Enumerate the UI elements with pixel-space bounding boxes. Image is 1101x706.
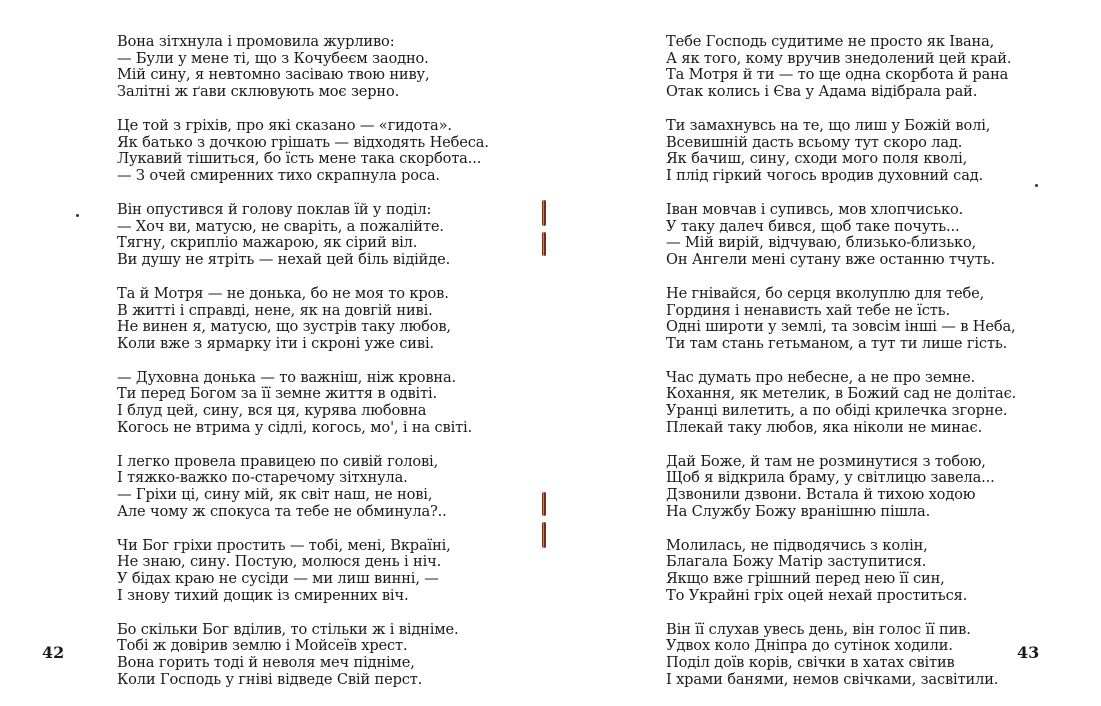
stanza bbox=[666, 34, 1086, 100]
paper-speck bbox=[76, 214, 79, 217]
page-number: 43 bbox=[1017, 643, 1040, 662]
stanza bbox=[666, 454, 1086, 520]
stanza bbox=[117, 622, 517, 688]
poem-line: В житті і справді, нене, як на довгій ниві. bbox=[117, 301, 433, 319]
poem-line: Гординя і ненависть хай тебе не їсть. bbox=[666, 301, 950, 319]
binding-stitch bbox=[542, 200, 546, 226]
poem-line: Щоб я відкрила браму, у світлицю завела... bbox=[666, 469, 995, 487]
poem-line: І храми банями, немов свічками, засвітили. bbox=[666, 670, 999, 688]
poem-line: Якщо вже грішний перед нею її син, bbox=[666, 570, 945, 587]
stanza bbox=[117, 118, 517, 184]
binding-stitch bbox=[542, 522, 546, 548]
poem-line: Він її слухав увесь день, він голос її пив. bbox=[666, 620, 971, 638]
poem-line: Чи Бог гріхи простить — тобі, мені, Вкраїні, bbox=[117, 536, 451, 554]
poem-line: Ти там стань гетьманом, а тут ти лише гість. bbox=[666, 334, 1008, 352]
poem-line: Тобі ж довірив землю і Мойсеїв хрест. bbox=[117, 637, 408, 655]
poem-line: І легко провела правицею по сивій голові, bbox=[117, 452, 439, 470]
poem-line: Дай Боже, й там не розминутися з тобою, bbox=[666, 452, 986, 470]
stanza bbox=[666, 202, 1086, 268]
poem-line: Вона горить тоді й неволя меч підніме, bbox=[117, 653, 415, 671]
poem-line: Всевишній дасть всьому тут скоро лад. bbox=[666, 133, 963, 151]
stanza bbox=[117, 454, 517, 520]
binding-stitch bbox=[542, 232, 546, 256]
poem-line: — Духовна донька — то важніш, ніж кровна. bbox=[117, 368, 457, 386]
poem-line: Не знаю, сину. Постую, молюся день і ніч. bbox=[117, 553, 442, 571]
poem-line: Як бачиш, сину, сходи мого поля кволі, bbox=[666, 150, 968, 168]
poem-line: Отак колись і Єва у Адама відібрала рай. bbox=[666, 82, 978, 100]
poem-line: У бідах краю не сусіди — ми лиш винні, — bbox=[117, 570, 439, 587]
poem-line: Але чому ж спокуса та тебе не обминула?.. bbox=[117, 502, 447, 520]
poem-line: Не гнівайся, бо серця вколуплю для тебе, bbox=[666, 284, 985, 302]
poem-line: Коли Господь у гніві відведе Свій перст. bbox=[117, 670, 423, 688]
poem-line: Ви душу не ятріть — нехай цей біль відійде. bbox=[117, 250, 451, 268]
stanza bbox=[117, 202, 517, 268]
stanza bbox=[117, 286, 517, 352]
poem-line: То Украйні гріх оцей нехай проститься. bbox=[666, 586, 968, 604]
stanza bbox=[666, 118, 1086, 184]
poem-line: Удвох коло Дніпра до сутінок ходили. bbox=[666, 637, 953, 655]
poem-line: — Були у мене ті, що з Кочубеєм заодно. bbox=[117, 49, 429, 67]
poem-line: Та й Мотря — не донька, бо не моя то кров. bbox=[117, 284, 449, 302]
stanza bbox=[666, 370, 1086, 436]
left-poem bbox=[117, 34, 517, 706]
poem-line: Ти перед Богом за її земне життя в одвіті. bbox=[117, 385, 437, 403]
poem-line: Залітні ж ґави склювують моє зерно. bbox=[117, 82, 400, 100]
poem-line: — З очей смиренних тихо скрапнула роса. bbox=[117, 166, 440, 184]
poem-line: Коли вже з ярмарку іти і скроні уже сиві. bbox=[117, 334, 434, 352]
poem-line: — Мій вирій, відчуваю, близько-близько, bbox=[666, 234, 977, 252]
poem-line: Не винен я, матусю, що зустрів таку любов, bbox=[117, 318, 451, 336]
poem-line: А як того, кому вручив знедолений цей край. bbox=[666, 49, 1012, 67]
poem-line: Плекай таку любов, яка ніколи не минає. bbox=[666, 418, 983, 436]
poem-line: Час думать про небесне, а не про земне. bbox=[666, 368, 976, 386]
binding-stitch bbox=[542, 492, 546, 516]
poem-line: Іван мовчав і супивсь, мов хлопчисько. bbox=[666, 200, 964, 218]
poem-line: Тебе Господь судитиме не просто як Івана, bbox=[666, 33, 995, 50]
poem-line: Бо скільки Бог вділив, то стільки ж і відніме. bbox=[117, 620, 459, 638]
poem-line: І тяжко-важко по-старечому зітхнула. bbox=[117, 469, 408, 487]
poem-line: Та Мотря й ти — то ще одна скорбота й рана bbox=[666, 66, 1009, 84]
poem-line: Вона зітхнула і промовила журливо: bbox=[117, 33, 395, 50]
poem-line: Уранці вилетить, а по обіді крилечка згорне. bbox=[666, 402, 1008, 420]
poem-line: І плід гіркий чогось вродив духовний сад. bbox=[666, 166, 984, 184]
poem-line: Тягну, скрипліо мажарою, як сірий віл. bbox=[117, 234, 418, 252]
poem-line: І блуд цей, сину, вся ця, курява любовна bbox=[117, 402, 427, 420]
poem-line: Він опустився й голову поклав їй у поділ: bbox=[117, 200, 432, 218]
poem-line: Це той з гріхів, про які сказано — «гидота». bbox=[117, 116, 452, 134]
poem-line: — Хоч ви, матусю, не сваріть, а пожалійте. bbox=[117, 217, 444, 235]
poem-line: Лукавий тішиться, бо їсть мене така скорбота... bbox=[117, 150, 482, 168]
poem-line: Благала Божу Матір заступитися. bbox=[666, 553, 927, 571]
left-page bbox=[0, 0, 550, 700]
poem-line: Одні широти у землі, та зовсім інші — в Неба, bbox=[666, 318, 1016, 336]
poem-line: — Гріхи ці, сину мій, як світ наш, не нові, bbox=[117, 486, 433, 504]
poem-line: Он Ангели мені сутану вже останню тчуть. bbox=[666, 250, 995, 268]
poem-line: Мій сину, я невтомно засіваю твою ниву, bbox=[117, 66, 430, 84]
page-number: 42 bbox=[42, 643, 65, 662]
poem-line: Поділ доїв корів, свічки в хатах світив bbox=[666, 653, 955, 671]
poem-line: Когось не втрима у сідлі, когось, мо', і на світі. bbox=[117, 418, 473, 436]
stanza bbox=[666, 286, 1086, 352]
poem-line: У таку далеч бився, щоб таке почуть... bbox=[666, 217, 960, 235]
poem-line: Ти замахнувсь на те, що лиш у Божій волі, bbox=[666, 116, 991, 134]
stanza bbox=[117, 538, 517, 604]
poem-line: На Службу Божу вранішню пішла. bbox=[666, 502, 931, 520]
poem-line: Кохання, як метелик, в Божий сад не долітає. bbox=[666, 385, 1017, 403]
right-page bbox=[551, 0, 1101, 700]
paper-speck bbox=[1035, 184, 1038, 187]
poem-line: Молилась, не підводячись з колін, bbox=[666, 536, 928, 554]
right-poem bbox=[666, 34, 1086, 706]
poem-line: Дзвонили дзвони. Встала й тихою ходою bbox=[666, 486, 976, 504]
stanza bbox=[117, 34, 517, 100]
stanza bbox=[117, 370, 517, 436]
stanza bbox=[666, 538, 1086, 604]
poem-line: І знову тихий дощик із смиренних віч. bbox=[117, 586, 409, 604]
poem-line: Як батько з дочкою грішать — відходять Небеса. bbox=[117, 133, 489, 151]
